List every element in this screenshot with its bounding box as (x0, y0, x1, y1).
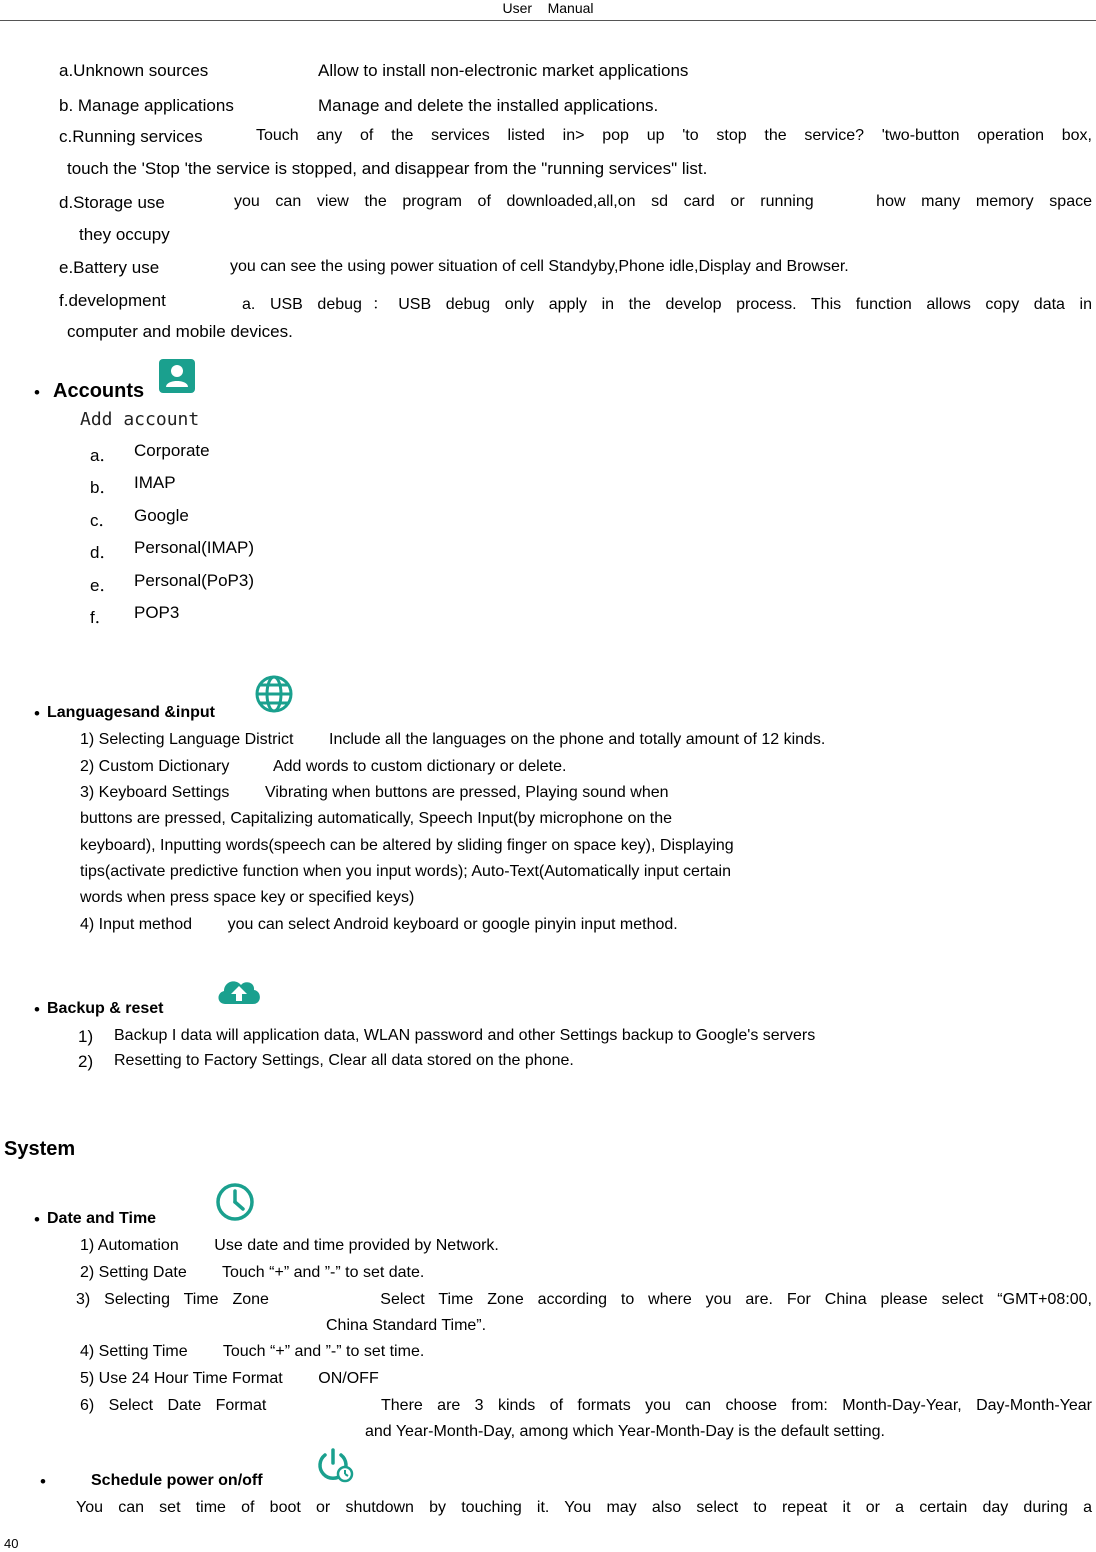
backup-item-2-marker: 2) (78, 1052, 94, 1071)
backup-item-1-marker: 1) (78, 1027, 94, 1046)
date-time-bullet: • (34, 1210, 40, 1229)
languages-bullet: • (34, 704, 40, 723)
accounts-heading: Accounts (53, 380, 145, 402)
date-time-line-3-cont: China Standard Time”. (326, 1317, 487, 1334)
manage-apps-term: b. Manage applications (59, 96, 234, 115)
account-marker: b． (90, 478, 117, 497)
account-marker: d． (90, 543, 117, 562)
languages-line-3: 3) Keyboard Settings Vibrating when buttons are pressed, Playing sound when (80, 784, 669, 801)
globe-icon (254, 674, 294, 714)
date-time-line-1: 1) Automation Use date and time provided by Network. (80, 1237, 499, 1254)
account-item-google: Google (134, 506, 189, 525)
running-services-term: c.Running services (59, 127, 203, 146)
backup-bullet: • (34, 1000, 40, 1019)
backup-item-2: Resetting to Factory Settings, Clear all data stored on the phone. (114, 1052, 574, 1069)
battery-use-desc: you can see the using power situation of cell Standyby,Phone idle,Display and Browser. (230, 258, 849, 275)
unknown-sources-term: a.Unknown sources (59, 61, 209, 80)
account-item-personal-pop3: Personal(PoP3) (134, 571, 255, 590)
development-desc: a. USB debug：USB debug only apply in the develop process. This function allows copy data in (242, 296, 1092, 313)
languages-line-4: buttons are pressed, Capitalizing automatically, Speech Input(by microphone on the (80, 810, 673, 827)
storage-use-desc-cont: they occupy (79, 225, 170, 244)
system-heading: System (4, 1138, 76, 1160)
add-account-label: Add account (80, 409, 200, 430)
account-marker: e． (90, 576, 117, 595)
running-services-desc-cont: touch the 'Stop 'the service is stopped, and disappear from the "running services" list. (67, 159, 708, 178)
date-time-line-5: 5) Use 24 Hour Time Format ON/OFF (80, 1370, 379, 1387)
backup-heading: Backup & reset (47, 1000, 164, 1017)
clock-icon (215, 1182, 255, 1222)
cloud-upload-icon (215, 976, 263, 1006)
running-services-desc: Touch any of the services listed in> pop up 'to stop the service? 'two-button operation box, (256, 127, 1092, 144)
date-time-line-6: 6) Select Date Format There are 3 kinds of formats you can choose from: Month-Day-Year, Day-Month-Year (80, 1397, 1092, 1414)
account-item-imap: IMAP (134, 473, 176, 492)
unknown-sources-desc: Allow to install non-electronic market applications (318, 61, 689, 80)
date-time-line-4: 4) Setting Time Touch “+” and ”-” to set time. (80, 1343, 425, 1360)
power-schedule-icon (316, 1447, 354, 1483)
backup-item-1: Backup I data will application data, WLAN password and other Settings backup to Google's servers (114, 1027, 816, 1044)
account-marker: f． (90, 608, 112, 627)
languages-line-8: 4) Input method you can select Android keyboard or google pinyin input method. (80, 916, 678, 933)
accounts-bullet: • (34, 383, 40, 402)
manage-apps-desc: Manage and delete the installed applications. (318, 96, 659, 115)
battery-use-term: e.Battery use (59, 258, 160, 277)
date-time-line-2: 2) Setting Date Touch “+” and ”-” to set date. (80, 1264, 425, 1281)
account-marker: c． (90, 511, 116, 530)
languages-line-7: words when press space key or specified keys) (80, 889, 415, 906)
date-time-line-3: 3) Selecting Time Zone Select Time Zone according to where you are. For China please select “GMT+08:00, (76, 1291, 1092, 1308)
languages-heading: Languagesand &input (47, 704, 215, 721)
date-time-line-6-cont: and Year-Month-Day, among which Year-Month-Day is the default setting. (365, 1423, 885, 1440)
account-marker: a． (90, 446, 117, 465)
development-desc-cont: computer and mobile devices. (67, 322, 293, 341)
date-time-heading: Date and Time (47, 1210, 157, 1227)
schedule-desc: You can set time of boot or shutdown by touching it. You may also select to repeat it or a certain day during a (76, 1499, 1092, 1516)
development-term: f.development (59, 291, 166, 310)
account-item-corporate: Corporate (134, 441, 210, 460)
languages-line-1: 1) Selecting Language District Include all the languages on the phone and totally amount of 12 kinds. (80, 731, 826, 748)
account-item-personal-imap: Personal(IMAP) (134, 538, 254, 557)
languages-line-2: 2) Custom Dictionary Add words to custom dictionary or delete. (80, 758, 567, 775)
header-title: User Manual (502, 0, 594, 16)
account-item-pop3: POP3 (134, 603, 180, 622)
languages-line-5: keyboard), Inputting words(speech can be altered by sliding finger on space key), Displaying (80, 837, 734, 854)
schedule-heading: Schedule power on/off (91, 1472, 263, 1489)
languages-line-6: tips(activate predictive function when you input words); Auto-Text(Automatically input certain (80, 863, 731, 880)
page-number: 40 (4, 1536, 19, 1551)
schedule-bullet: • (40, 1472, 46, 1491)
storage-use-desc: you can view the program of downloaded,all,on sd card or running how many memory space (234, 193, 1092, 210)
page-header (0, 0, 1096, 21)
accounts-icon (158, 359, 196, 393)
storage-use-term: d.Storage use (59, 193, 165, 212)
